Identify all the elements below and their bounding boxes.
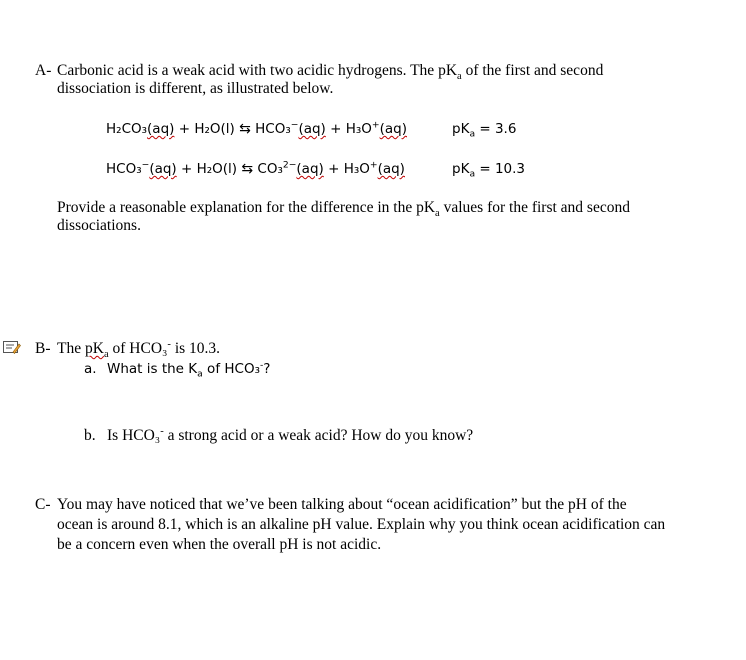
question-b-part-a-text: What is the $K_a$ of HCO₃-?: [107, 359, 271, 380]
question-b-label: B-: [35, 340, 51, 357]
question-b-part-b-text: Is HCO₃- a strong acid or a weak acid? How do you know?: [107, 425, 474, 444]
question-a-prompt-line1: Provide a reasonable explanation for the difference in the $pK_a$ values for the first and second: [57, 199, 630, 220]
equation-2: HCO₃−(aq) + H₂O(l) ⇆ CO₃$^{2-}$(aq) + H₃O+(aq): [106, 159, 405, 177]
question-c-line3: be a concern even when the overall pH is not acidic.: [57, 536, 382, 553]
question-b-text: The $pK_a$ of HCO₃- is 10.3.: [57, 338, 221, 361]
question-a-text-line2: dissociation is different, as illustrated below.: [57, 80, 334, 97]
question-a-label: A-: [35, 62, 52, 79]
question-c-label: C-: [35, 496, 51, 513]
question-c-line2: ocean is around 8.1, which is an alkaline pH value. Explain why you think ocean acidification can: [57, 516, 666, 533]
equilibrium-arrow-icon: ⇆: [241, 161, 254, 177]
question-a-text-line1: Carbonic acid is a weak acid with two acidic hydrogens. The $pK_a$ of the first and second: [57, 62, 604, 83]
equation-2-pka: $pK_a = 10.3$: [452, 161, 526, 180]
question-a-prompt-line2: dissociations.: [57, 217, 141, 234]
equilibrium-arrow-icon: ⇆: [239, 121, 251, 137]
question-c-line1: You may have noticed that we’ve been talking about “ocean acidification” but the pH of the: [57, 496, 627, 513]
comment-marker-icon[interactable]: [3, 340, 21, 355]
equation-1-pka: $pK_a = 3.6$: [452, 121, 517, 140]
equation-1: H₂CO₃(aq) + H₂O(l) ⇆ HCO₃−(aq) + H₃O+(aq): [106, 119, 407, 137]
question-b-part-b-label: b.: [84, 427, 96, 444]
question-b-part-a-label: a.: [84, 361, 97, 377]
